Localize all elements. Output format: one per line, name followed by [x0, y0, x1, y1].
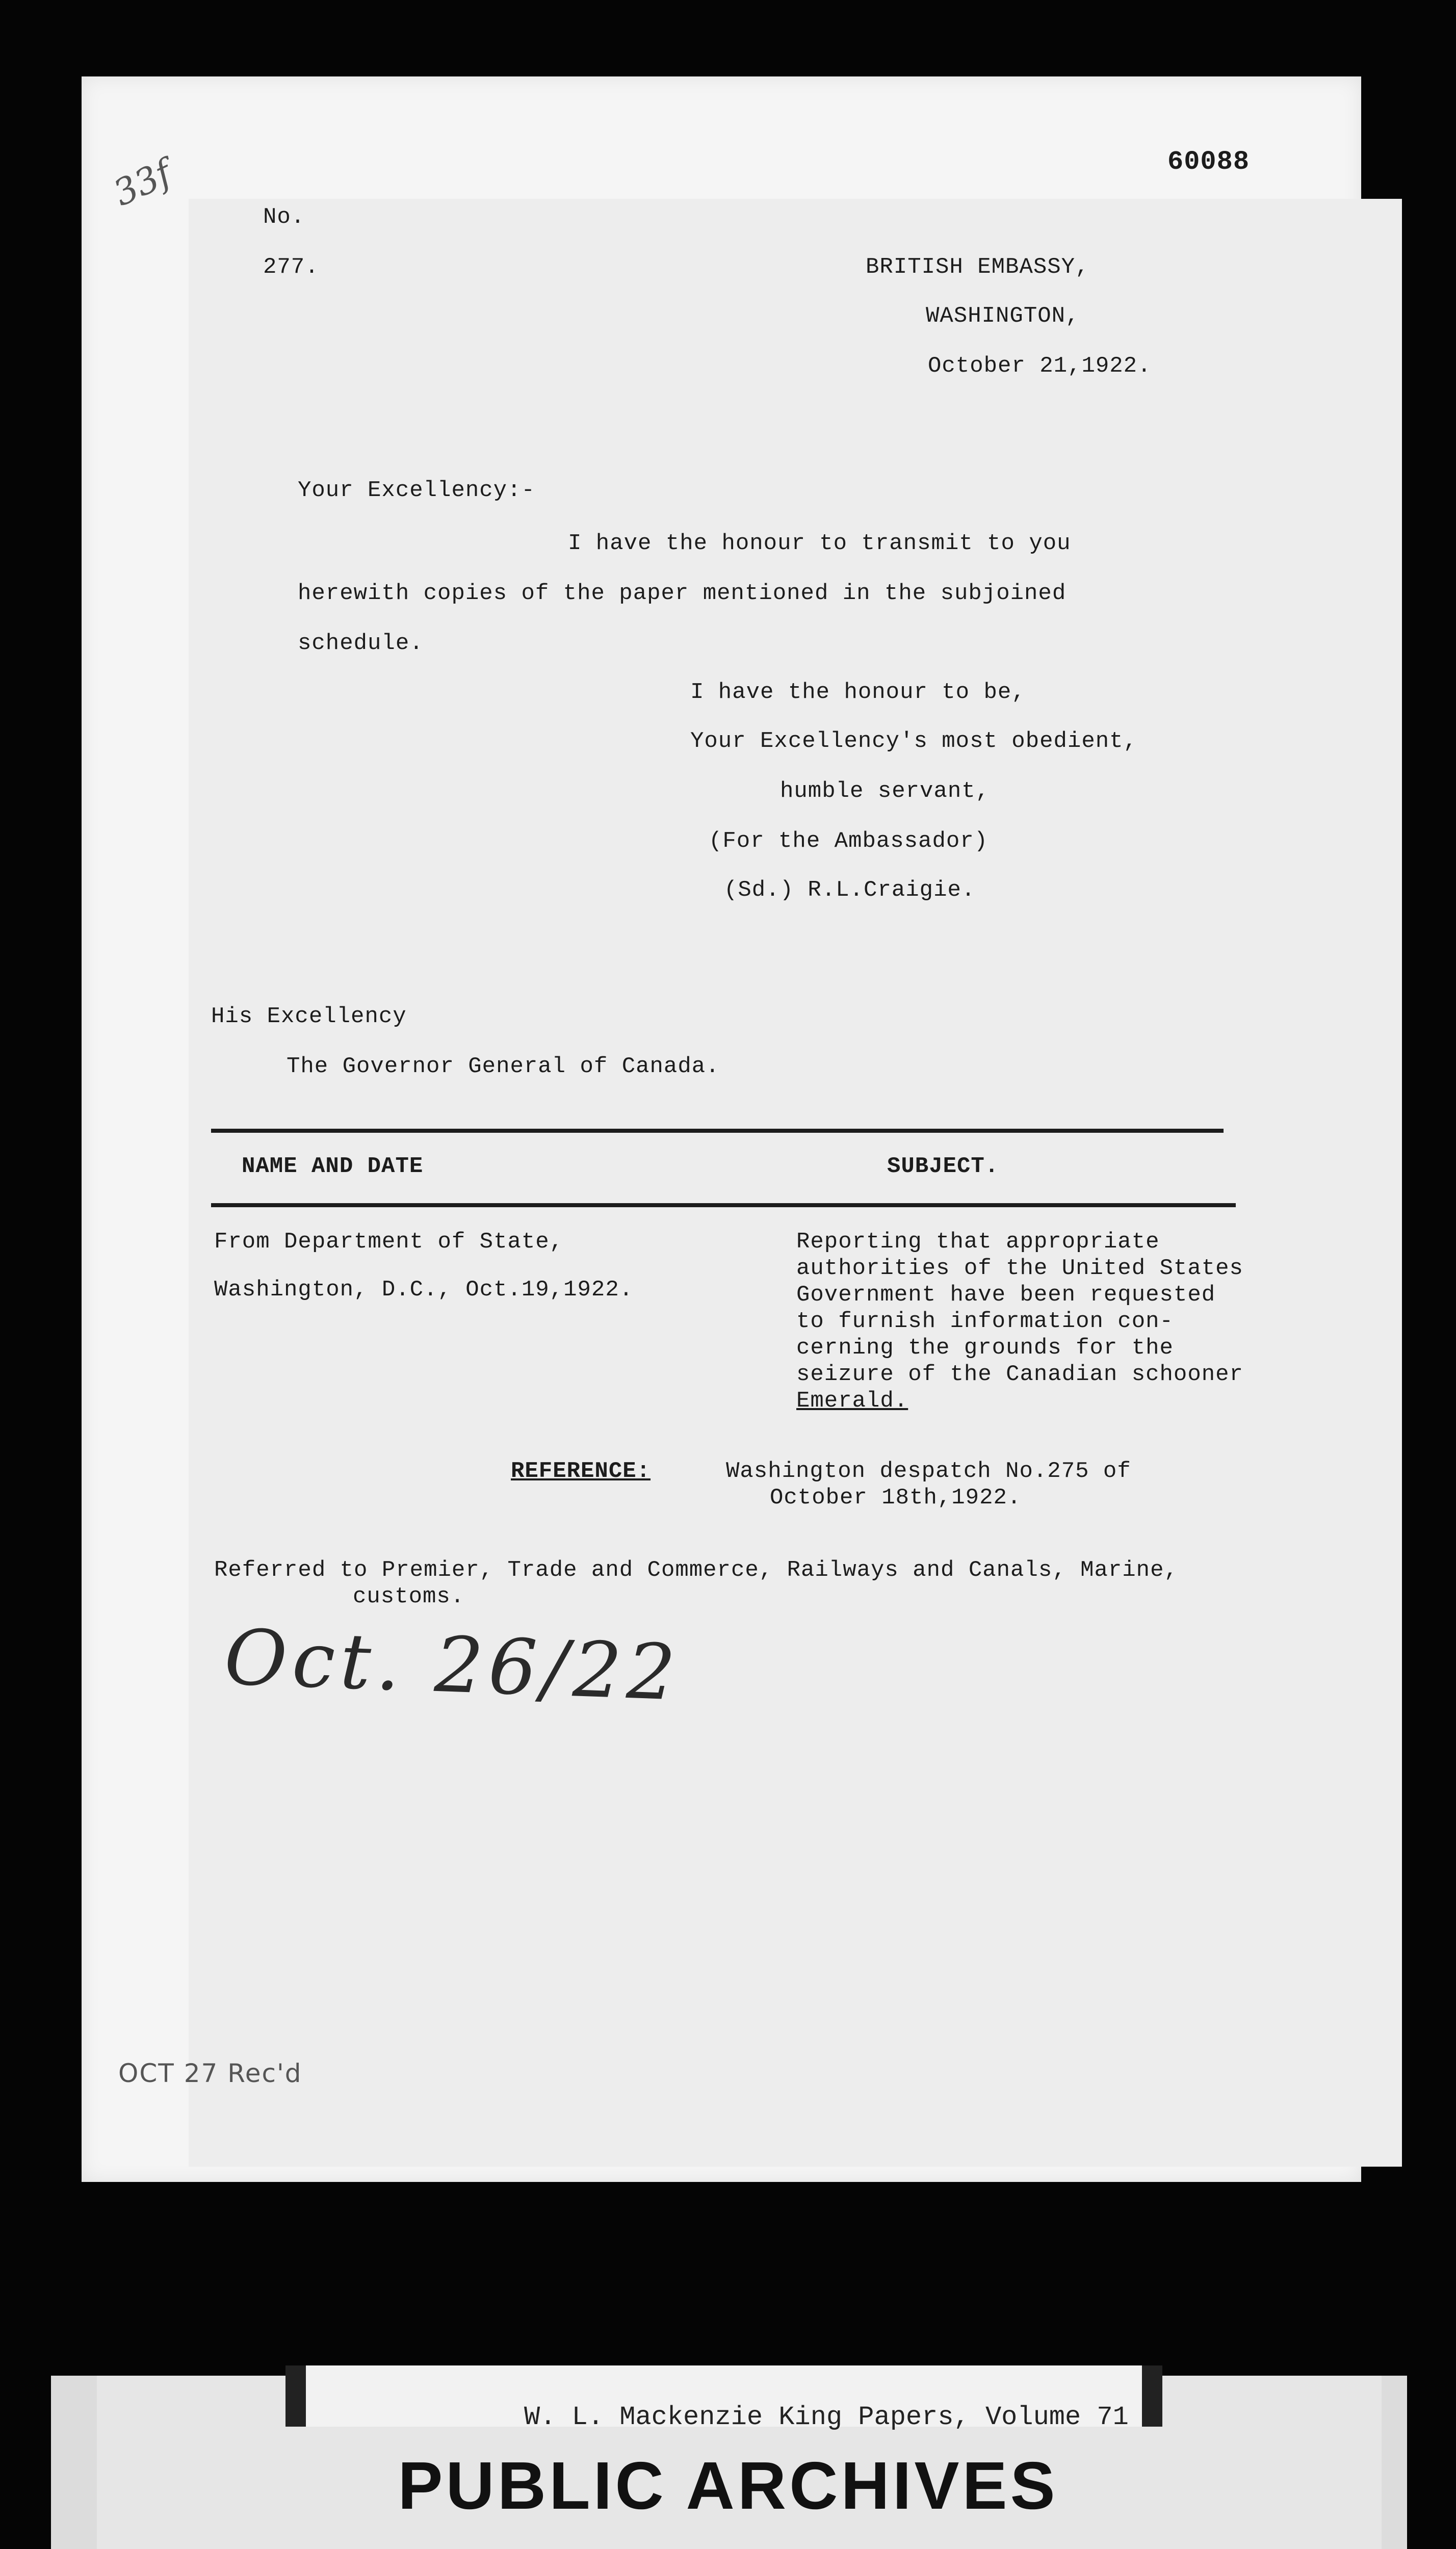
- pencil-mark: 33f: [107, 151, 178, 215]
- letter-date: October 21,1922.: [928, 353, 1152, 379]
- sender-line1: BRITISH EMBASSY,: [866, 254, 1089, 280]
- signature: (Sd.) R.L.Craigie.: [724, 877, 976, 903]
- closing-line3: humble servant,: [780, 778, 990, 804]
- closing-line2: Your Excellency's most obedient,: [690, 729, 1137, 754]
- subject-line: Emerald.: [796, 1388, 908, 1414]
- salutation: Your Excellency:-: [298, 478, 535, 503]
- handwritten-date: Oct. 26/22: [223, 1613, 682, 1718]
- column-name-and-date: NAME AND DATE: [242, 1154, 424, 1179]
- subject-line: Reporting that appropriate: [796, 1229, 1160, 1255]
- column-subject: SUBJECT.: [887, 1154, 999, 1179]
- subject-line: Government have been requested: [796, 1282, 1216, 1308]
- closing-line4: (For the Ambassador): [709, 828, 989, 854]
- no-label: No.: [263, 204, 305, 230]
- reference-line1: Washington despatch No.275 of: [726, 1459, 1131, 1484]
- subject-line: to furnish information con-: [796, 1309, 1174, 1334]
- addressee-line1: His Excellency: [211, 1004, 407, 1029]
- file-number: 60088: [1167, 147, 1250, 177]
- body-line2: herewith copies of the paper mentioned in the subjoined: [298, 581, 1067, 606]
- referred-line1: Referred to Premier, Trade and Commerce, Railways and Canals, Marine,: [214, 1557, 1178, 1583]
- subject-line: cerning the grounds for the: [796, 1335, 1174, 1361]
- from-line1: From Department of State,: [214, 1229, 564, 1255]
- subject-line: seizure of the Canadian schooner: [796, 1362, 1243, 1387]
- table-header-rule: [211, 1203, 1236, 1207]
- archive-title-english: PUBLIC ARCHIVES: [398, 2448, 1058, 2523]
- addressee-line2: The Governor General of Canada.: [287, 1054, 720, 1079]
- body-line3: schedule.: [298, 631, 424, 656]
- no-value: 277.: [263, 254, 319, 280]
- body-line1: I have the honour to transmit to you: [568, 531, 1071, 556]
- sender-line2: WASHINGTON,: [926, 303, 1080, 329]
- from-line2: Washington, D.C., Oct.19,1922.: [214, 1277, 634, 1303]
- archive-tab-text: W. L. Mackenzie King Papers, Volume 71: [524, 2402, 1129, 2432]
- closing-line1: I have the honour to be,: [690, 680, 1026, 705]
- table-top-rule: [211, 1129, 1224, 1133]
- subject-line: authorities of the United States: [796, 1256, 1243, 1281]
- reference-line2: October 18th,1922.: [770, 1485, 1022, 1511]
- received-stamp: OCT 27 Rec'd: [118, 2059, 302, 2088]
- referred-line2: customs.: [353, 1584, 465, 1609]
- reference-label: REFERENCE:: [511, 1459, 651, 1484]
